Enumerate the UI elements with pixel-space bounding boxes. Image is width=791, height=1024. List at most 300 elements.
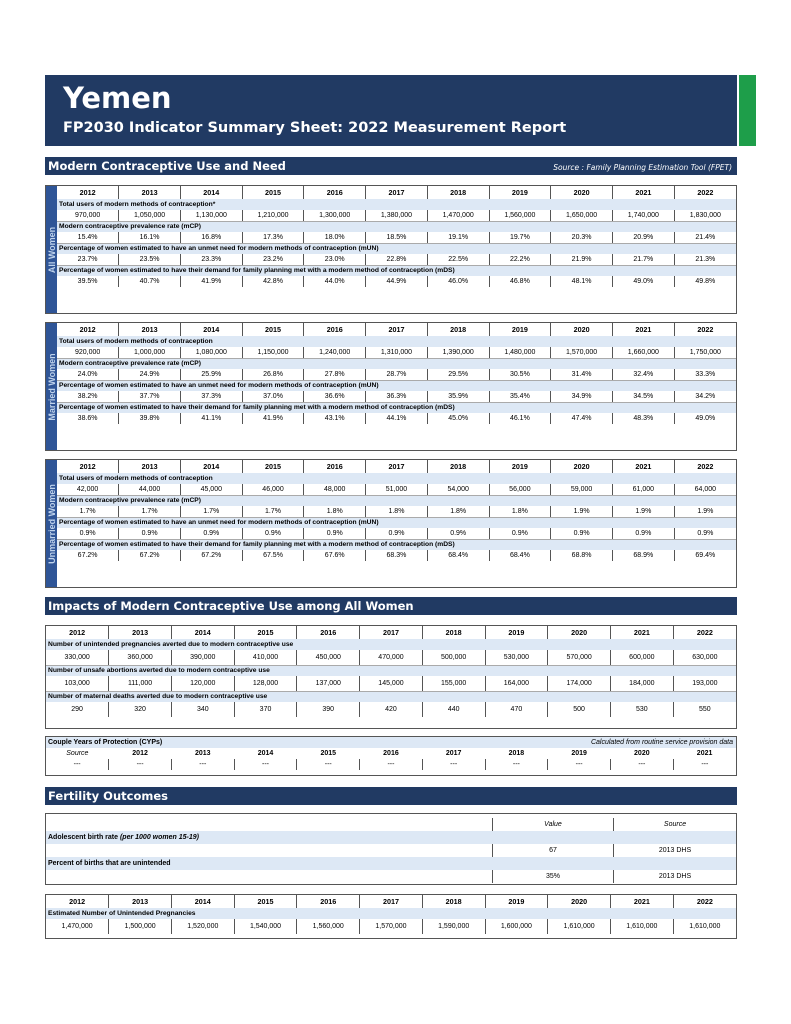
indicator-value: 67.2%: [57, 550, 119, 561]
year-header: 2017: [360, 626, 423, 639]
indicator-value: 20.9%: [612, 232, 674, 243]
indicator-value: 1,610,000: [689, 923, 721, 930]
indicator-value: 1.8%: [304, 506, 366, 517]
indicator-value: 440: [422, 702, 485, 717]
indicator-value: 54,000: [427, 484, 489, 495]
indicator-value: 42,000: [57, 484, 119, 495]
indicator-value: 44.9%: [366, 276, 428, 287]
indicator-value: 470: [485, 702, 548, 717]
indicator-value: 1,390,000: [427, 347, 489, 358]
fertility-source-header: Source: [613, 818, 736, 831]
year-header: 2020: [548, 895, 611, 908]
indicator-value: 67.2%: [180, 550, 242, 561]
year-header: 2018: [422, 895, 485, 908]
year-header: 2018: [427, 323, 489, 336]
indicator-value: 290: [46, 702, 109, 717]
indicator-value: 46,000: [242, 484, 304, 495]
indicator-value: 1,380,000: [366, 210, 428, 221]
indicator-value: 46.8%: [489, 276, 551, 287]
indicator-value: 970,000: [57, 210, 119, 221]
indicator-value: 1,560,000: [297, 919, 360, 934]
cyp-year-header: 2020: [634, 750, 650, 757]
indicator-label: Percentage of women estimated to have their demand for family planning met with a modern method of contraception (mDS): [57, 402, 736, 413]
year-header: 2021: [610, 895, 673, 908]
indicator-value: 27.8%: [304, 369, 366, 380]
cyp-note: Calculated from routine service provision data: [590, 739, 733, 746]
section-bar-fertility: [45, 787, 737, 805]
year-header: 2020: [548, 626, 611, 639]
indicator-value: 29.5%: [427, 369, 489, 380]
cyp-value: ---: [297, 759, 360, 770]
year-header: 2013: [109, 895, 172, 908]
indicator-label: Total users of modern methods of contraception: [57, 336, 736, 347]
year-header: 2019: [489, 186, 551, 199]
indicator-label: Total users of modern methods of contraception: [57, 473, 736, 484]
indicator-value: 390,000: [171, 650, 234, 665]
indicator-value: 25.9%: [180, 369, 242, 380]
cyp-value: ---: [234, 759, 297, 770]
indicator-label: Percentage of women estimated to have their demand for family planning met with a modern method of contraception (mDS): [57, 539, 736, 550]
indicator-value: 0.9%: [551, 528, 613, 539]
section-title: Impacts of Modern Contraceptive Use among All Women: [48, 599, 414, 613]
indicator-value: 164,000: [485, 676, 548, 691]
cyp-year-header: 2012: [132, 750, 148, 757]
group-side-label: Married Women: [46, 323, 57, 450]
indicator-value: 370: [234, 702, 297, 717]
indicator-value: 1,590,000: [422, 919, 485, 934]
indicator-value: 1,660,000: [612, 347, 674, 358]
indicator-value: 1,560,000: [489, 210, 551, 221]
indicator-value: 49.8%: [695, 278, 716, 285]
indicator-value: 18.5%: [366, 232, 428, 243]
indicator-value: 1,610,000: [610, 919, 673, 934]
indicator-value: 22.2%: [489, 254, 551, 265]
indicator-value: 67.2%: [119, 550, 181, 561]
indicator-value: 23.0%: [304, 254, 366, 265]
indicator-value: 22.8%: [366, 254, 428, 265]
indicator-value: 1,500,000: [109, 919, 172, 934]
indicator-value: 530: [610, 702, 673, 717]
indicator-value: 19.1%: [427, 232, 489, 243]
year-header: 2019: [489, 460, 551, 473]
year-header: 2017: [366, 323, 428, 336]
indicator-value: 1,130,000: [180, 210, 242, 221]
indicator-value: 36.6%: [304, 391, 366, 402]
indicator-value: 155,000: [422, 676, 485, 691]
indicator-value: 34.5%: [612, 391, 674, 402]
cyp-value: ---: [701, 761, 709, 768]
indicator-value: 1,830,000: [674, 210, 736, 221]
indicator-value: 39.5%: [57, 276, 119, 287]
cyp-value: ---: [46, 759, 109, 770]
indicator-label: Modern contraceptive prevalence rate (mCP): [57, 358, 736, 369]
indicator-value: 22.5%: [427, 254, 489, 265]
indicator-value: 49.0%: [612, 276, 674, 287]
indicator-value: 21.3%: [674, 254, 736, 265]
indicator-value: 19.7%: [489, 232, 551, 243]
year-header: 2017: [366, 460, 428, 473]
cyp-value: ---: [548, 759, 611, 770]
indicator-value: 21.9%: [551, 254, 613, 265]
indicator-value: 1.7%: [180, 506, 242, 517]
indicator-value: 45.0%: [427, 413, 489, 424]
panel-cyp: [45, 736, 737, 776]
section-title: Fertility Outcomes: [48, 789, 168, 803]
indicator-value: 20.3%: [551, 232, 613, 243]
year-header: 2019: [489, 323, 551, 336]
year-header: 2020: [551, 186, 613, 199]
indicator-value: 600,000: [610, 650, 673, 665]
indicator-value: 24.0%: [57, 369, 119, 380]
indicator-value: 1,740,000: [612, 210, 674, 221]
indicator-value: 68.3%: [366, 550, 428, 561]
panel-married-women: [45, 322, 737, 451]
indicator-value: 0.9%: [489, 528, 551, 539]
indicator-value: 23.5%: [119, 254, 181, 265]
indicator-value: 41.1%: [180, 413, 242, 424]
country-title: Yemen: [63, 81, 172, 115]
indicator-value: 28.7%: [366, 369, 428, 380]
indicator-value: 69.4%: [695, 552, 716, 559]
year-header: 2019: [485, 626, 548, 639]
cyp-value: ---: [485, 759, 548, 770]
indicator-value: 1,210,000: [242, 210, 304, 221]
indicator-value: 1,610,000: [548, 919, 611, 934]
indicator-value: 137,000: [297, 676, 360, 691]
indicator-label: Modern contraceptive prevalence rate (mCP): [57, 221, 736, 232]
indicator-value: 68.8%: [551, 550, 613, 561]
indicator-value: 16.1%: [119, 232, 181, 243]
indicator-value: 1.8%: [427, 506, 489, 517]
year-header: 2021: [612, 323, 674, 336]
indicator-value: 64,000: [674, 484, 736, 495]
indicator-value: 1.9%: [674, 506, 736, 517]
fertility-value: 67: [492, 844, 613, 857]
cyp-title: Couple Years of Protection (CYPs): [48, 739, 163, 746]
indicator-value: 1,570,000: [360, 919, 423, 934]
indicator-value: 43.1%: [304, 413, 366, 424]
indicator-value: 39.8%: [119, 413, 181, 424]
year-header: 2021: [612, 186, 674, 199]
indicator-value: 1,000,000: [119, 347, 181, 358]
indicator-value: 390: [297, 702, 360, 717]
year-header: 2015: [242, 186, 304, 199]
indicator-value: 41.9%: [242, 413, 304, 424]
cyp-year-header: 2016: [383, 750, 399, 757]
cyp-year-header: 2021: [696, 750, 713, 757]
indicator-value: 1,310,000: [366, 347, 428, 358]
panel-impacts: [45, 625, 737, 729]
year-header: 2014: [171, 626, 234, 639]
indicator-value: 23.2%: [242, 254, 304, 265]
indicator-value: 340: [171, 702, 234, 717]
year-header: 2017: [360, 895, 423, 908]
year-header: 2015: [234, 895, 297, 908]
header-banner: [45, 75, 737, 146]
indicator-value: 0.9%: [674, 528, 736, 539]
indicator-value: 0.9%: [180, 528, 242, 539]
indicator-value: 1,750,000: [674, 347, 736, 358]
year-header: 2013: [119, 323, 181, 336]
fertility-source: 2013 DHS: [613, 844, 736, 857]
indicator-value: 0.9%: [304, 528, 366, 539]
indicator-value: 920,000: [57, 347, 119, 358]
indicator-value: 450,000: [297, 650, 360, 665]
year-header: 2014: [171, 895, 234, 908]
indicator-value: 0.9%: [57, 528, 119, 539]
indicator-value: 24.9%: [119, 369, 181, 380]
indicator-value: 48,000: [304, 484, 366, 495]
year-header: 2013: [119, 460, 181, 473]
indicator-value: 41.9%: [180, 276, 242, 287]
indicator-value: 35.4%: [489, 391, 551, 402]
indicator-value: 68.4%: [427, 550, 489, 561]
indicator-label: Number of unsafe abortions averted due to modern contraceptive use: [46, 665, 736, 676]
indicator-value: 103,000: [46, 676, 109, 691]
group-side-label: All Women: [46, 186, 57, 313]
indicator-label: Number of maternal deaths averted due to modern contraceptive use: [46, 691, 736, 702]
year-header: 2014: [180, 323, 242, 336]
year-header: 2015: [234, 626, 297, 639]
fertility-value-header: Value: [492, 818, 613, 831]
year-header: 2016: [297, 895, 360, 908]
year-header: 2018: [427, 460, 489, 473]
indicator-value: 1,470,000: [46, 919, 109, 934]
cyp-year-header: 2017: [445, 750, 462, 757]
indicator-value: 45,000: [180, 484, 242, 495]
year-header: 2018: [422, 626, 485, 639]
indicator-value: 630,000: [673, 650, 736, 665]
year-header: 2012: [46, 626, 109, 639]
indicator-value: 320: [109, 702, 172, 717]
year-header: 2022: [697, 325, 714, 334]
year-header: 2022: [697, 462, 714, 471]
indicator-value: 0.9%: [427, 528, 489, 539]
year-header: 2019: [485, 895, 548, 908]
indicator-value: 48.1%: [551, 276, 613, 287]
indicator-value: 1.7%: [242, 506, 304, 517]
indicator-value: 34.9%: [551, 391, 613, 402]
indicator-value: 23.3%: [180, 254, 242, 265]
indicator-value: 1.9%: [612, 506, 674, 517]
indicator-value: 38.6%: [57, 413, 119, 424]
panel-unintended-pregnancies: [45, 894, 737, 939]
indicator-value: 1,150,000: [242, 347, 304, 358]
indicator-label: Percentage of women estimated to have an unmet need for modern methods of contraception (mUN): [57, 243, 736, 254]
indicator-value: 470,000: [360, 650, 423, 665]
header-accent-bar: [739, 75, 756, 146]
indicator-value: 32.4%: [612, 369, 674, 380]
indicator-value: 1.7%: [57, 506, 119, 517]
indicator-value: 49.0%: [695, 415, 716, 422]
indicator-value: 40.7%: [119, 276, 181, 287]
section-source: Source : Family Planning Estimation Tool (FPET): [553, 163, 732, 172]
indicator-value: 1,050,000: [119, 210, 181, 221]
indicator-value: 61,000: [612, 484, 674, 495]
fertility-value: 35%: [492, 870, 613, 883]
cyp-value: ---: [171, 759, 234, 770]
indicator-value: 530,000: [485, 650, 548, 665]
fertility-row-label: Adolescent birth rate (per 1000 women 15-19): [48, 834, 199, 841]
indicator-value: 68.9%: [612, 550, 674, 561]
indicator-value: 15.4%: [57, 232, 119, 243]
year-header: 2015: [242, 323, 304, 336]
year-header: 2017: [366, 186, 428, 199]
indicator-value: 145,000: [360, 676, 423, 691]
fertility-source: 2013 DHS: [613, 870, 736, 883]
indicator-value: 1,540,000: [234, 919, 297, 934]
indicator-value: 360,000: [109, 650, 172, 665]
indicator-value: 410,000: [234, 650, 297, 665]
indicator-value: 46.0%: [427, 276, 489, 287]
year-header: 2012: [57, 186, 119, 199]
indicator-value: 37.3%: [180, 391, 242, 402]
indicator-label: Modern contraceptive prevalence rate (mCP): [57, 495, 736, 506]
cyp-value: ---: [109, 759, 172, 770]
cyp-value: ---: [610, 759, 673, 770]
indicator-value: 1.9%: [551, 506, 613, 517]
indicator-value: 1,600,000: [485, 919, 548, 934]
year-header: 2022: [697, 188, 714, 197]
indicator-value: 42.8%: [242, 276, 304, 287]
indicator-value: 16.8%: [180, 232, 242, 243]
cyp-year-header: 2013: [195, 750, 211, 757]
year-header: 2014: [180, 460, 242, 473]
indicator-value: 500,000: [422, 650, 485, 665]
indicator-value: 56,000: [489, 484, 551, 495]
year-header: 2020: [551, 323, 613, 336]
year-header: 2022: [696, 897, 713, 906]
cyp-source-header: Source: [66, 750, 89, 757]
year-header: 2013: [119, 186, 181, 199]
indicator-label: Percentage of women estimated to have an unmet need for modern methods of contraception (mUN): [57, 517, 736, 528]
indicator-value: 0.9%: [119, 528, 181, 539]
year-header: 2012: [46, 895, 109, 908]
indicator-value: 44,000: [119, 484, 181, 495]
indicator-value: 48.3%: [612, 413, 674, 424]
indicator-value: 35.9%: [427, 391, 489, 402]
cyp-year-header: 2014: [257, 750, 274, 757]
indicator-value: 420: [360, 702, 423, 717]
year-header: 2012: [57, 323, 119, 336]
indicator-value: 174,000: [548, 676, 611, 691]
cyp-year-header: 2015: [320, 750, 337, 757]
section-bar-contraceptive-use: [45, 157, 737, 175]
indicator-value: 36.3%: [366, 391, 428, 402]
indicator-value: 1.8%: [366, 506, 428, 517]
indicator-value: 1.8%: [489, 506, 551, 517]
indicator-value: 21.7%: [612, 254, 674, 265]
year-header: 2016: [304, 460, 366, 473]
indicator-value: 46.1%: [489, 413, 551, 424]
group-side-label: Unmarried Women: [46, 460, 57, 587]
panel-unmarried-women: [45, 459, 737, 588]
indicator-value: 68.4%: [489, 550, 551, 561]
indicator-value: 550: [699, 706, 711, 713]
section-bar-impacts: [45, 597, 737, 615]
indicator-value: 1,570,000: [551, 347, 613, 358]
year-header: 2016: [297, 626, 360, 639]
cyp-value: ---: [422, 759, 485, 770]
indicator-value: 500: [548, 702, 611, 717]
indicator-label: Number of unintended pregnancies averted due to modern contraceptive use: [46, 639, 736, 650]
indicator-value: 1.7%: [119, 506, 181, 517]
indicator-value: 0.9%: [612, 528, 674, 539]
indicator-value: 26.8%: [242, 369, 304, 380]
indicator-value: 44.1%: [366, 413, 428, 424]
indicator-value: 0.9%: [366, 528, 428, 539]
indicator-value: 37.0%: [242, 391, 304, 402]
indicator-value: 1,480,000: [489, 347, 551, 358]
indicator-value: 17.3%: [242, 232, 304, 243]
year-header: 2021: [612, 460, 674, 473]
cyp-year-header: 2019: [571, 750, 587, 757]
panel-all-women: [45, 185, 737, 314]
panel-fertility: [45, 813, 737, 885]
indicator-value: 51,000: [366, 484, 428, 495]
indicator-value: 44.0%: [304, 276, 366, 287]
indicator-value: 128,000: [234, 676, 297, 691]
indicator-value: 1,470,000: [427, 210, 489, 221]
indicator-value: 120,000: [171, 676, 234, 691]
indicator-label: Percentage of women estimated to have their demand for family planning met with a modern method of contraception (mDS): [57, 265, 736, 276]
indicator-value: 330,000: [46, 650, 109, 665]
year-header: 2016: [304, 323, 366, 336]
indicator-label: Percentage of women estimated to have an unmet need for modern methods of contraception (mUN): [57, 380, 736, 391]
cyp-value: ---: [360, 759, 423, 770]
year-header: 2014: [180, 186, 242, 199]
indicator-value: 1,300,000: [304, 210, 366, 221]
indicator-label: Estimated Number of Unintended Pregnancies: [46, 908, 736, 919]
section-title: Modern Contraceptive Use and Need: [48, 159, 286, 173]
year-header: 2020: [551, 460, 613, 473]
indicator-label: Total users of modern methods of contraception*: [57, 199, 736, 210]
fertility-row-label: Percent of births that are unintended: [48, 860, 171, 867]
indicator-value: 34.2%: [674, 391, 736, 402]
year-header: 2015: [242, 460, 304, 473]
year-header: 2022: [696, 628, 713, 637]
indicator-value: 31.4%: [551, 369, 613, 380]
indicator-value: 1,650,000: [551, 210, 613, 221]
year-header: 2012: [57, 460, 119, 473]
indicator-value: 1,240,000: [304, 347, 366, 358]
indicator-value: 570,000: [548, 650, 611, 665]
indicator-value: 47.4%: [551, 413, 613, 424]
indicator-value: 184,000: [610, 676, 673, 691]
year-header: 2018: [427, 186, 489, 199]
indicator-value: 37.7%: [119, 391, 181, 402]
report-subtitle: FP2030 Indicator Summary Sheet: 2022 Measurement Report: [63, 120, 567, 136]
indicator-value: 33.3%: [674, 369, 736, 380]
year-header: 2013: [109, 626, 172, 639]
indicator-value: 30.5%: [489, 369, 551, 380]
indicator-value: 193,000: [673, 676, 736, 691]
indicator-value: 23.7%: [57, 254, 119, 265]
indicator-value: 18.0%: [304, 232, 366, 243]
indicator-value: 59,000: [551, 484, 613, 495]
indicator-value: 0.9%: [242, 528, 304, 539]
indicator-value: 67.6%: [304, 550, 366, 561]
year-header: 2016: [304, 186, 366, 199]
indicator-value: 38.2%: [57, 391, 119, 402]
year-header: 2021: [610, 626, 673, 639]
indicator-value: 67.5%: [242, 550, 304, 561]
cyp-year-header: 2018: [508, 750, 525, 757]
indicator-value: 111,000: [109, 676, 172, 691]
indicator-value: 1,080,000: [180, 347, 242, 358]
indicator-value: 1,520,000: [171, 919, 234, 934]
indicator-value: 21.4%: [674, 232, 736, 243]
